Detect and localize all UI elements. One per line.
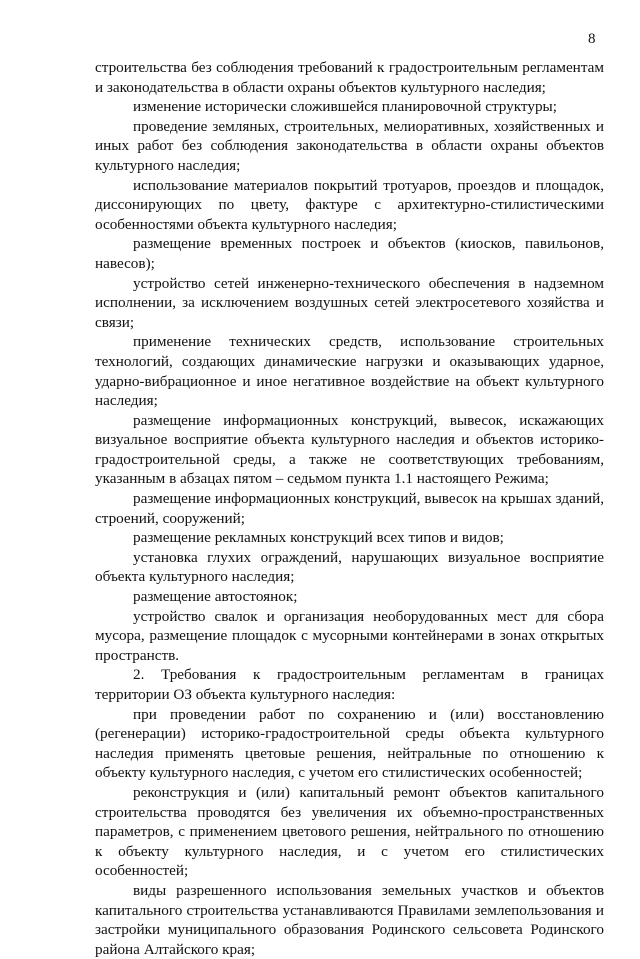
document-body	[95, 58, 604, 959]
paragraph: использование материалов покрытий тротуаров, проездов и площадок, диссонирующих по цвету, фактуре с архитектурно-стилистическими особенностями объекта культурного наследия;	[95, 176, 604, 233]
paragraph: размещение рекламных конструкций всех типов и видов;	[133, 529, 504, 547]
section-heading: 2. Требования к градостроительным регламентам в границах территории ОЗ объекта культурного наследия:	[95, 666, 604, 703]
paragraph: размещение информационных конструкций, вывесок на крышах зданий, строений, сооружений;	[95, 490, 604, 527]
paragraph: устройство свалок и организация необорудованных мест для сбора мусора, размещение площадок с мусорными контейнерами в зонах открытых пространств.	[95, 607, 604, 664]
paragraph: реконструкция и (или) капитальный ремонт объектов капитального строительства проводятся без увеличения их объемно-пространственных параметров, с применением цветового решения, нейтрального по отношению к объекту культурного наследия, и с учетом его стилистических особенностей;	[95, 783, 604, 880]
paragraph: строительства без соблюдения требований к градостроительным регламентам и законодательства в области охраны объектов культурного наследия;	[95, 59, 604, 96]
paragraph: применение технических средств, использование строительных технологий, создающих динамические нагрузки и оказывающих ударное, ударно-вибрационное и иное негативное воздействие на объект культурного наследия;	[95, 333, 604, 410]
paragraph: размещение автостоянок;	[133, 588, 298, 606]
paragraph: при проведении работ по сохранению и (или) восстановлению (регенерации) историко-градостроительной среды объекта культурного наследия применять цветовые решения, нейтральные по отношению к объекту культурного наследия, с учетом его стилистических особенностей;	[95, 705, 604, 782]
page-number: 8	[588, 31, 596, 47]
paragraph: проведение земляных, строительных, мелиоративных, хозяйственных и иных работ без соблюдения законодательства в области охраны объектов культурного наследия;	[95, 117, 604, 174]
paragraph: виды разрешенного использования земельных участков и объектов капитального строительства устанавливаются Правилами землепользования и застройки муниципального образования Родинского сельсовета Родинского района Алтайского края;	[95, 881, 604, 958]
paragraph: размещение информационных конструкций, вывесок, искажающих визуальное восприятие объекта культурного наследия и объектов историко-градостроительной среды, а также не соответствующих требованиям, указанным в абзацах пятом – седьмом пункта 1.1 настоящего Режима;	[95, 411, 604, 488]
paragraph: устройство сетей инженерно-технического обеспечения в надземном исполнении, за исключением воздушных сетей электросетевого хозяйства и связи;	[95, 274, 604, 331]
paragraph: установка глухих ограждений, нарушающих визуальное восприятие объекта культурного наследия;	[95, 548, 604, 586]
paragraph: изменение исторически сложившейся планировочной структуры;	[133, 98, 557, 116]
paragraph: размещение временных построек и объектов (киосков, павильонов, навесов);	[95, 235, 604, 272]
